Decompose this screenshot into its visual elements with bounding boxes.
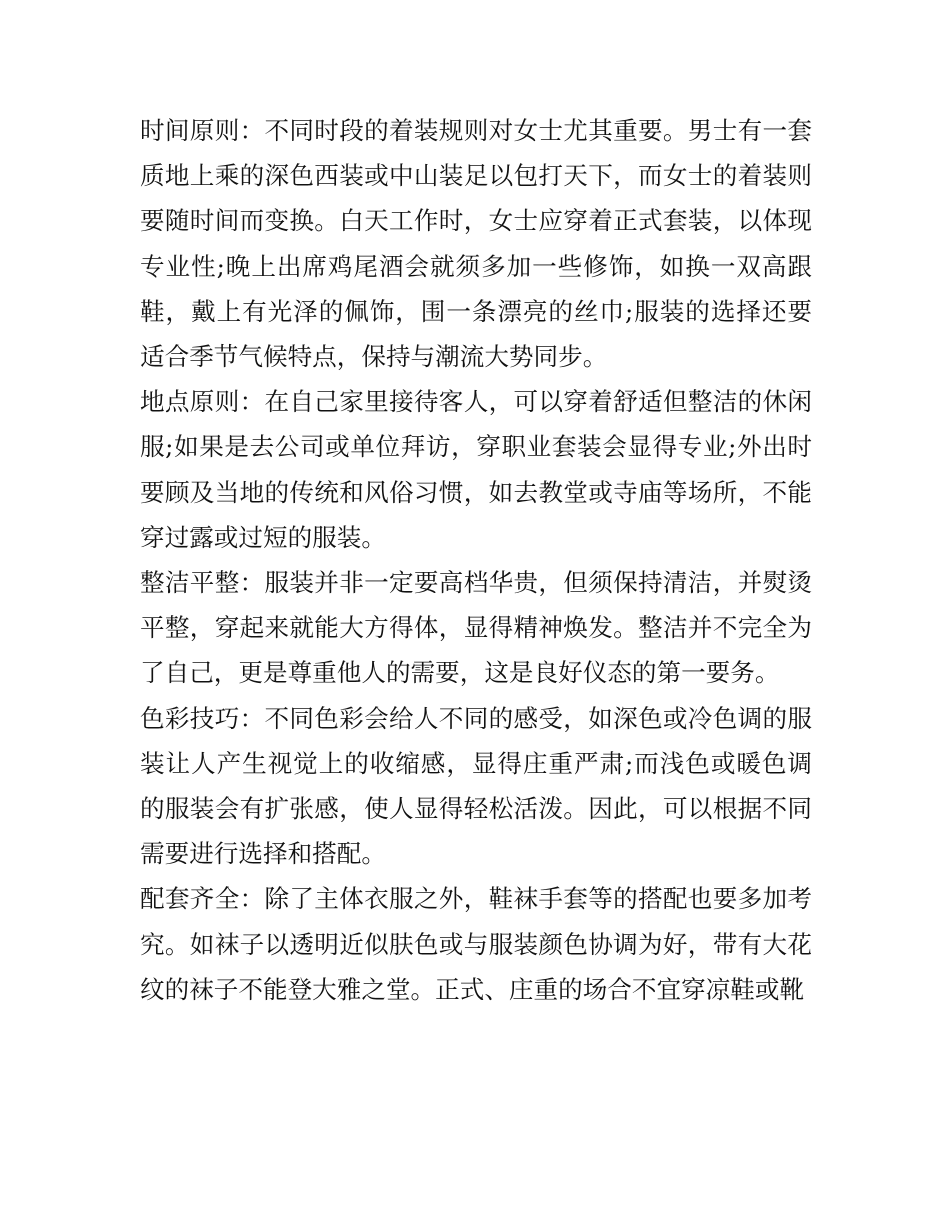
- paragraph-color-technique: 色彩技巧：不同色彩会给人不同的感受，如深色或冷色调的服装让人产生视觉上的收缩感，显得庄重严肃;而浅色或暖色调的服装会有扩张感，使人显得轻松活泼。因此，可以根据不同需要进行选择和搭配。: [140, 703, 812, 869]
- paragraph-place-principle: 地点原则：在自己家里接待客人，可以穿着舒适但整洁的休闲服;如果是去公司或单位拜访，穿职业套装会显得专业;外出时要顾及当地的传统和风俗习惯，如去教堂或寺庙等场所，不能穿过露或过短的服装。: [140, 387, 812, 552]
- paragraph-neat-and-tidy: 整洁平整：服装并非一定要高档华贵，但须保持清洁，并熨烫平整，穿起来就能大方得体，显得精神焕发。整洁并不完全为了自己，更是尊重他人的需要，这是良好仪态的第一要务。: [140, 568, 812, 688]
- document-body: [140, 108, 812, 1012]
- paragraph-time-principle: 时间原则：不同时段的着装规则对女士尤其重要。男士有一套质地上乘的深色西装或中山装足以包打天下，而女士的着装则要随时间而变换。白天工作时，女士应穿着正式套装，以体现专业性;晚上出席鸡尾酒会就须多加一些修饰，如换一双高跟鞋，戴上有光泽的佩饰，围一条漂亮的丝巾;服装的选择还要适合季节气候特点，保持与潮流大势同步。: [140, 116, 812, 372]
- paragraph-complete-accessories: 配套齐全：除了主体衣服之外，鞋袜手套等的搭配也要多加考究。如袜子以透明近似肤色或与服装颜色协调为好，带有大花纹的袜子不能登大雅之堂。正式、庄重的场合不宜穿凉鞋或靴: [140, 884, 812, 1004]
